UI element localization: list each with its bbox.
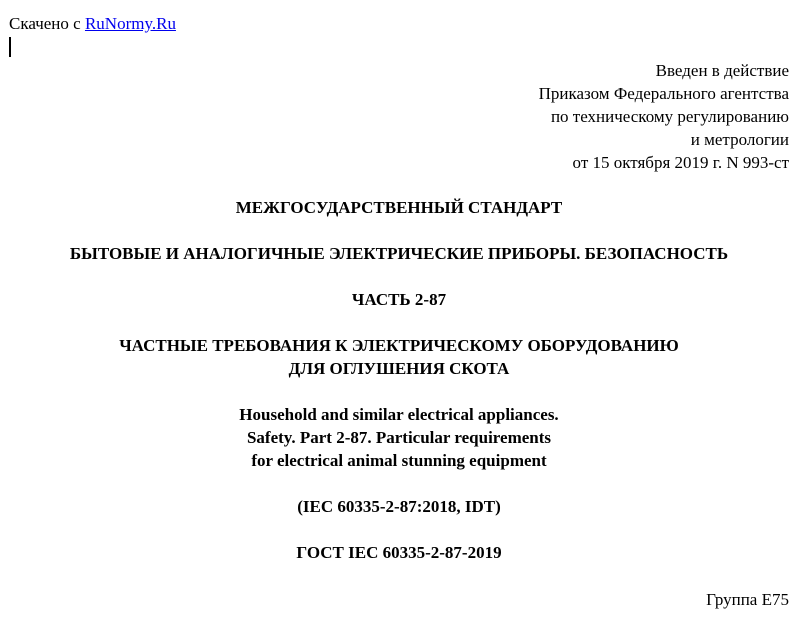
standard-type: МЕЖГОСУДАРСТВЕННЫЙ СТАНДАРТ — [235, 198, 563, 217]
iec-reference-heading — [0, 495, 798, 518]
main-title-heading — [0, 242, 798, 265]
subtitle-heading — [0, 334, 798, 380]
subtitle-line: ДЛЯ ОГЛУШЕНИЯ СКОТА — [288, 359, 510, 378]
download-source-line — [9, 12, 176, 35]
english-title-line: for electrical animal stunning equipment — [251, 451, 547, 470]
enactment-line: Введен в действие — [655, 61, 789, 80]
enactment-line: и метрологии — [690, 130, 789, 149]
standard-type-heading — [0, 196, 798, 219]
english-title-line: Safety. Part 2-87. Particular requirements — [246, 428, 552, 447]
part-number: ЧАСТЬ 2-87 — [351, 290, 447, 309]
english-title-block — [0, 403, 798, 472]
enactment-line: по техническому регулированию — [550, 107, 789, 126]
enactment-line: Приказом Федерального агентства — [538, 84, 789, 103]
gost-number-heading — [0, 541, 798, 564]
classification-group: Группа Е75 — [706, 590, 789, 609]
runormy-link[interactable]: RuNormy.Ru — [84, 14, 176, 33]
part-heading — [0, 288, 798, 311]
iec-reference: (IEC 60335-2-87:2018, IDT) — [297, 497, 501, 516]
enactment-line: от 15 октября 2019 г. N 993-ст — [572, 153, 789, 172]
english-title-line: Household and similar electrical appliances. — [239, 405, 559, 424]
main-title: БЫТОВЫЕ И АНАЛОГИЧНЫЕ ЭЛЕКТРИЧЕСКИЕ ПРИБОРЫ. БЕЗОПАСНОСТЬ — [69, 244, 729, 263]
text-cursor — [9, 37, 11, 57]
enactment-block — [539, 59, 789, 174]
download-source-prefix: Скачено с — [9, 14, 85, 33]
gost-number: ГОСТ IEC 60335-2-87-2019 — [296, 543, 502, 562]
subtitle-line: ЧАСТНЫЕ ТРЕБОВАНИЯ К ЭЛЕКТРИЧЕСКОМУ ОБОРУДОВАНИЮ — [119, 336, 679, 355]
